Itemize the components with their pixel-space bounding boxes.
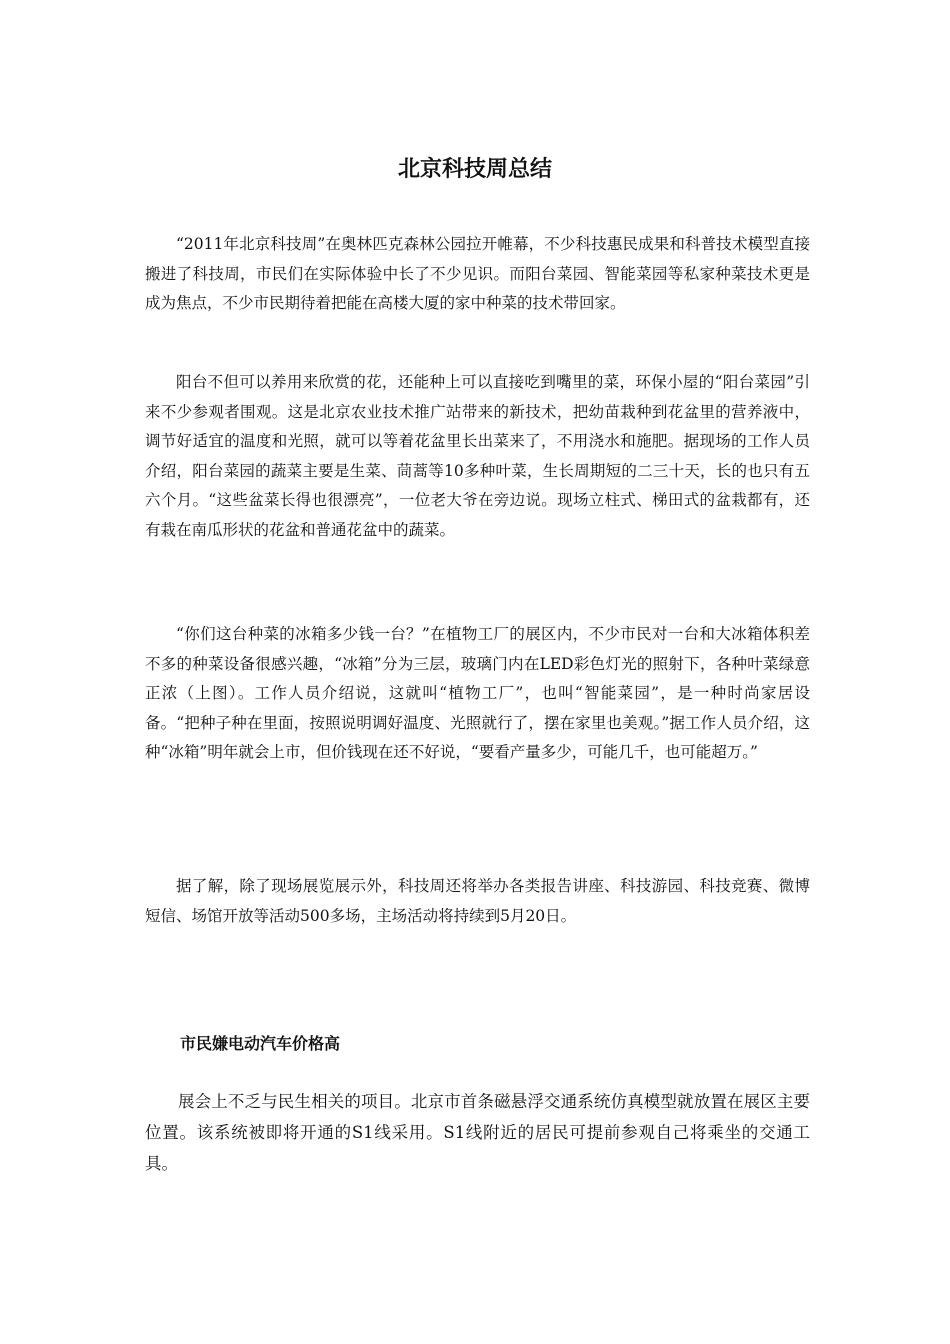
section-heading: 市民嫌电动汽车价格高 <box>180 1034 341 1053</box>
paragraph-intro: “2011年北京科技周”在奥林匹克森林公园拉开帷幕，不少科技惠民成果和科普技术模型直接搬进了科技周，市民们在实际体验中长了不少见识。而阳台菜园、智能菜园等私家种菜技术更是成为焦点，不少市民期待着把能在高楼大厦的家中种菜的技术带回家。 <box>145 235 810 313</box>
document-title: 北京科技周总结 <box>397 157 552 182</box>
paragraph-balcony-garden: 阳台不但可以养用来欣赏的花，还能种上可以直接吃到嘴里的菜，环保小屋的“阳台菜园”引来不少参观者围观。这是北京农业技术推广站带来的新技术，把幼苗栽种到花盆里的营养液中，调节好适宜的温度和光照，就可以等着花盆里长出菜来了，不用浇水和施肥。据现场的工作人员介绍，阳台菜园的蔬菜主要是生菜、茼蒿等10多种叶菜，生长周期短的二三十天，长的也只有五六个月。“这些盆菜长得也很漂亮”，一位老大爷在旁边说。现场立柱式、梯田式的盆栽都有，还有栽在南瓜形状的花盆和普通花盆中的蔬菜。 <box>145 373 810 539</box>
paragraph-plant-factory: “你们这台种菜的冰箱多少钱一台？”在植物工厂的展区内，不少市民对一台和大冰箱体积差不多的种菜设备很感兴趣，“冰箱”分为三层，玻璃门内在LED彩色灯光的照射下，各种叶菜绿意正浓（上图）。工作人员介绍说，这就叫“植物工厂”，也叫“智能菜园”，是一种时尚家居设备。“把种子种在里面，按照说明调好温度、光照就行了，摆在家里也美观。”据工作人员介绍，这种“冰箱”明年就会上市，但价钱现在还不好说，“要看产量多少，可能几千，也可能超万。” <box>145 625 810 762</box>
paragraph-activities: 据了解，除了现场展览展示外，科技周还将举办各类报告讲座、科技游园、科技竞赛、微博短信、场馆开放等活动500多场，主场活动将持续到5月20日。 <box>145 877 810 925</box>
paragraph-maglev: 展会上不乏与民生相关的项目。北京市首条磁悬浮交通系统仿真模型就放置在展区主要位置。该系统被即将开通的S1线采用。S1线附近的居民可提前参观自己将乘坐的交通工具。 <box>145 1092 810 1173</box>
